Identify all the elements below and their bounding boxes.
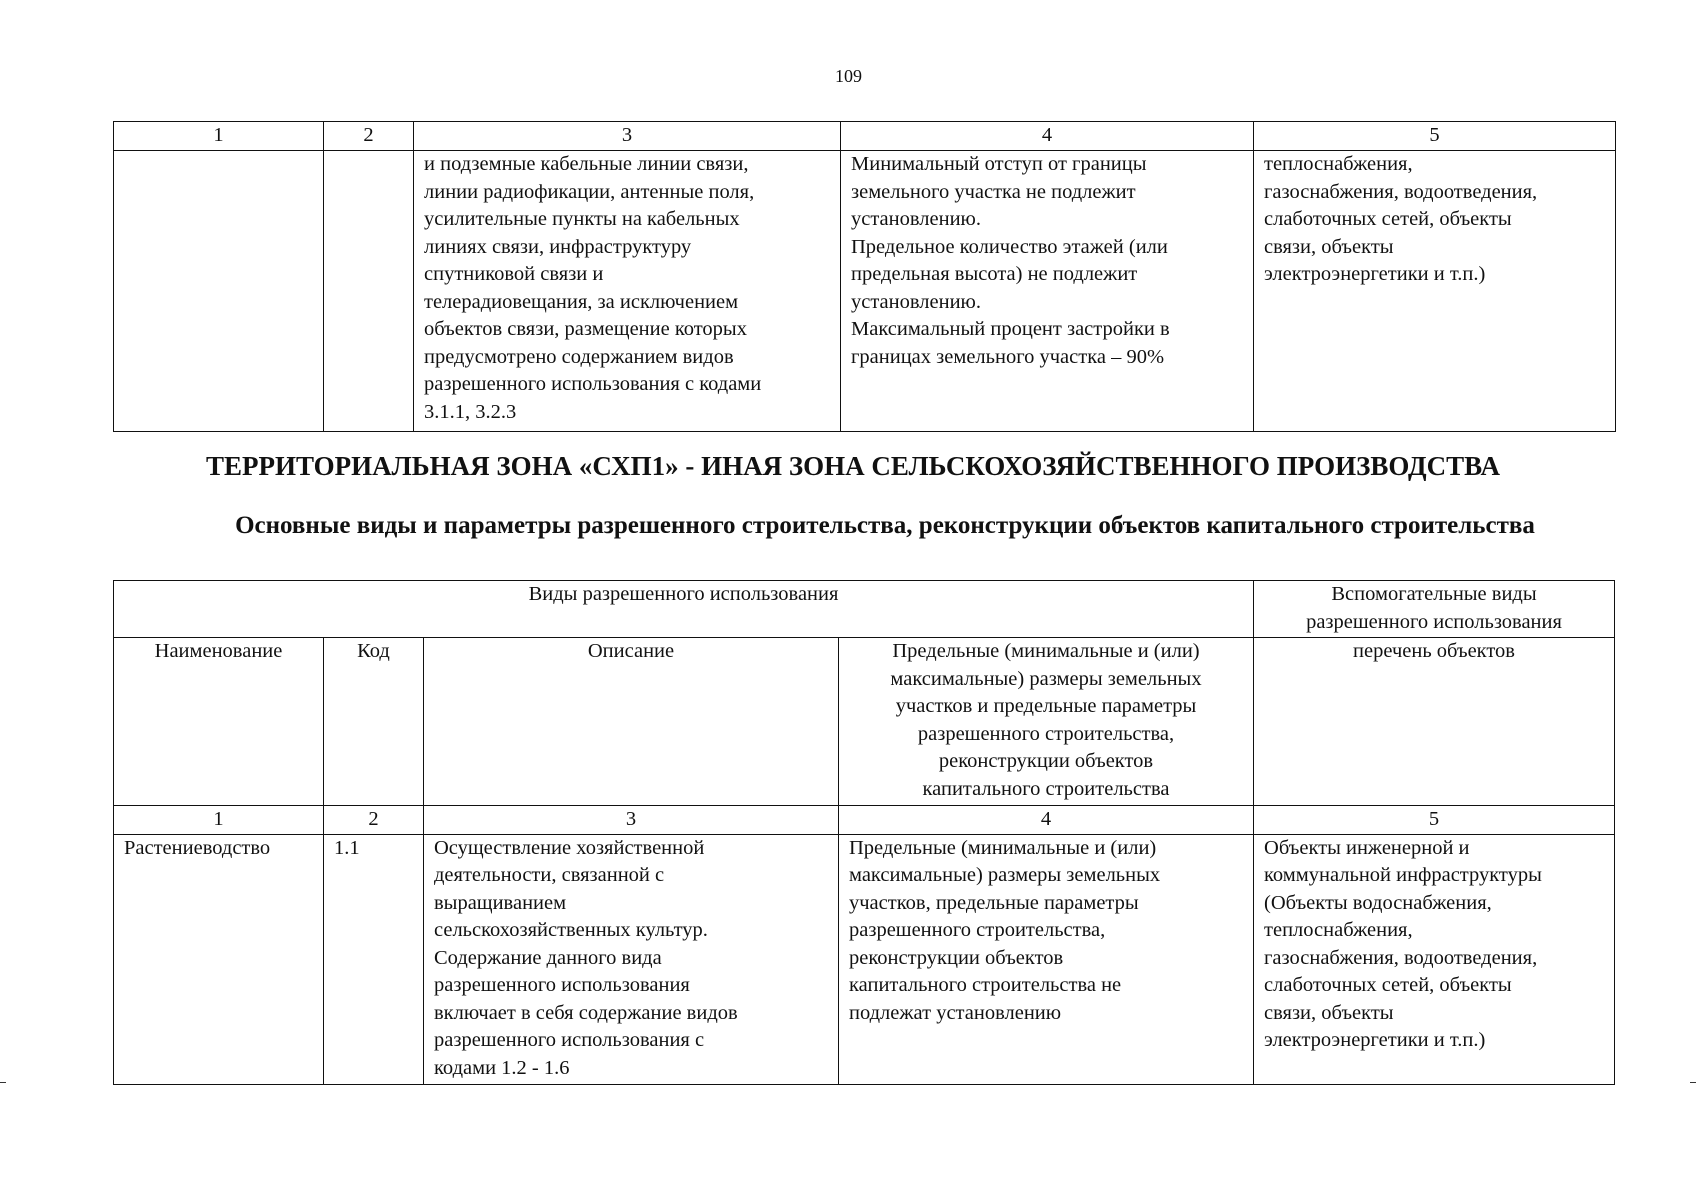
- header-description: Описание: [424, 638, 839, 806]
- page-number: 109: [835, 66, 862, 86]
- zone-title: ТЕРРИТОРИАЛЬНАЯ ЗОНА «СХП1» - ИНАЯ ЗОНА СЕЛЬСКОХОЗЯЙСТВЕННОГО ПРОИЗВОДСТВА: [206, 451, 1500, 481]
- aux-header: Вспомогательные виды разрешенного использования: [1254, 581, 1615, 638]
- table-row: [114, 151, 1616, 432]
- column-number: 5: [1254, 122, 1616, 151]
- section-subtitle: Основные виды и параметры разрешенного строительства, реконструкции объектов капитального строительства: [235, 512, 1535, 539]
- cell-objects: Объекты инженерной и коммунальной инфраструктуры (Объекты водоснабжения, теплоснабжения, газоснабжения, водоотведения, слаботочных сетей, объекты связи, объекты электроэнергетики и т.п.): [1254, 834, 1615, 1084]
- column-number-row: [114, 806, 1615, 835]
- header-objects: перечень объектов: [1254, 638, 1615, 806]
- cell-limits: Минимальный отступ от границы земельного участка не подлежит установлению. Предельное количество этажей (или предельная высота) не подлежит установлению. Максимальный процент застройки в границах земельного участка – 90%: [841, 151, 1254, 432]
- cell-code: [324, 151, 414, 432]
- header-code: Код: [324, 638, 424, 806]
- permitted-use-table: [113, 580, 1615, 1085]
- column-number: 3: [414, 122, 841, 151]
- cell-objects: теплоснабжения, газоснабжения, водоотведения, слаботочных сетей, объекты связи, объекты электроэнергетики и т.п.): [1254, 151, 1616, 432]
- group-header-row: [114, 581, 1615, 638]
- table-header-row: [114, 122, 1616, 151]
- column-header-row: [114, 638, 1615, 806]
- column-number: 2: [324, 122, 414, 151]
- column-number: 3: [424, 806, 839, 835]
- continuation-table: [113, 121, 1616, 432]
- cell-description: и подземные кабельные линии связи, линии радиофикации, антенные поля, усилительные пункты на кабельных линиях связи, инфраструктуру спутниковой связи и телерадиовещания, за исключением объектов связи, размещение которых предусмотрено содержанием видов разрешенного использования с кодами 3.1.1, 3.2.3: [414, 151, 841, 432]
- column-number: 4: [839, 806, 1254, 835]
- scan-mark-right: [1690, 1082, 1696, 1083]
- group-header: Виды разрешенного использования: [114, 581, 1254, 638]
- column-number: 4: [841, 122, 1254, 151]
- scan-mark-left: [0, 1082, 6, 1083]
- column-number: 2: [324, 806, 424, 835]
- header-name: Наименование: [114, 638, 324, 806]
- header-limits: Предельные (минимальные и (или) максимальные) размеры земельных участков и предельные параметры разрешенного строительства, реконструкции объектов капитального строительства: [839, 638, 1254, 806]
- cell-limits: Предельные (минимальные и (или) максимальные) размеры земельных участков, предельные параметры разрешенного строительства, реконструкции объектов капитального строительства не подлежат установлению: [839, 834, 1254, 1084]
- cell-code: 1.1: [324, 834, 424, 1084]
- column-number: 5: [1254, 806, 1615, 835]
- column-number: 1: [114, 806, 324, 835]
- table-row: [114, 834, 1615, 1084]
- cell-name: [114, 151, 324, 432]
- cell-name: Растениеводство: [114, 834, 324, 1084]
- column-number: 1: [114, 122, 324, 151]
- cell-description: Осуществление хозяйственной деятельности, связанной с выращиванием сельскохозяйственных культур. Содержание данного вида разрешенного использования включает в себя содержание видов разрешенного использования с кодами 1.2 - 1.6: [424, 834, 839, 1084]
